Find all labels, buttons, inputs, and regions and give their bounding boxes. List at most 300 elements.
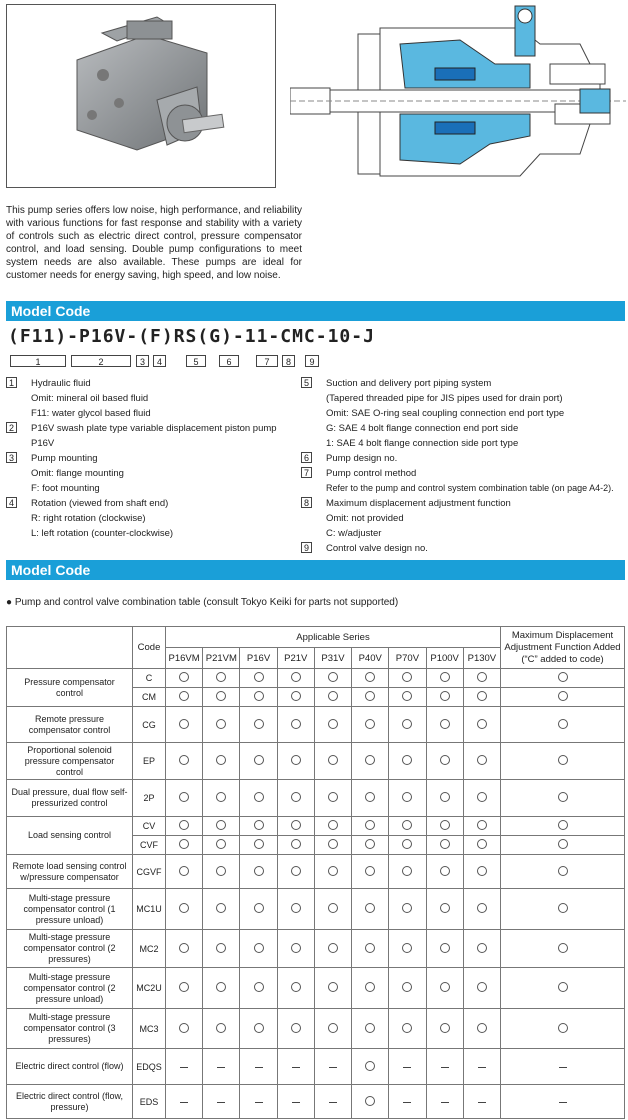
- supported-circle-icon: [216, 719, 226, 729]
- desc-line: Rotation (viewed from shaft end): [31, 498, 169, 509]
- series-cell: [426, 855, 463, 889]
- desc-item-3: [6, 451, 296, 496]
- table-row: [7, 889, 625, 930]
- desc-line: Hydraulic fluid: [31, 378, 91, 389]
- supported-circle-icon: [402, 672, 412, 682]
- supported-circle-icon: [216, 792, 226, 802]
- series-cell: [389, 669, 426, 688]
- supported-circle-icon: [216, 755, 226, 765]
- not-supported-dash-icon: [441, 1067, 449, 1068]
- supported-circle-icon: [254, 719, 264, 729]
- series-cell: [240, 780, 277, 817]
- desc-line: F: foot mounting: [31, 483, 100, 494]
- supported-circle-icon: [440, 1023, 450, 1033]
- supported-circle-icon: [440, 719, 450, 729]
- control-method-name: Dual pressure, dual flow self-pressurized control: [7, 780, 133, 817]
- series-cell: [277, 930, 314, 968]
- series-cell: [277, 855, 314, 889]
- supported-circle-icon: [254, 982, 264, 992]
- max-displacement-cell: [501, 688, 625, 707]
- supported-circle-icon: [402, 903, 412, 913]
- supported-circle-icon: [558, 982, 568, 992]
- supported-circle-icon: [179, 691, 189, 701]
- series-cell: [240, 1049, 277, 1085]
- control-code: EP: [133, 743, 166, 780]
- desc-line: P16V swash plate type variable displacement piston pump: [31, 423, 277, 434]
- supported-circle-icon: [365, 1096, 375, 1106]
- supported-circle-icon: [365, 719, 375, 729]
- supported-circle-icon: [440, 839, 450, 849]
- series-cell: [426, 968, 463, 1009]
- supported-circle-icon: [216, 672, 226, 682]
- control-code: MC2U: [133, 968, 166, 1009]
- supported-circle-icon: [291, 755, 301, 765]
- desc-line: Omit: flange mounting: [31, 468, 124, 479]
- series-cell: [277, 669, 314, 688]
- pump-photo-frame: [6, 4, 276, 188]
- series-cell: [463, 817, 500, 836]
- header-series-p21v: P21V: [277, 648, 314, 669]
- header-series-p21vm: P21VM: [203, 648, 240, 669]
- max-displacement-cell: [501, 968, 625, 1009]
- combination-table: [6, 626, 625, 1119]
- desc-line: 1: SAE 4 bolt flange connection side port type: [326, 438, 519, 449]
- series-cell: [240, 889, 277, 930]
- header-series-p31v: P31V: [314, 648, 351, 669]
- series-cell: [240, 1085, 277, 1119]
- series-cell: [203, 1049, 240, 1085]
- control-code: EDS: [133, 1085, 166, 1119]
- max-displacement-cell: [501, 1049, 625, 1085]
- series-cell: [352, 743, 389, 780]
- supported-circle-icon: [328, 866, 338, 876]
- code-position-7: 7: [256, 355, 278, 367]
- code-position-9: 9: [305, 355, 319, 367]
- series-cell: [352, 688, 389, 707]
- not-supported-dash-icon: [559, 1102, 567, 1103]
- desc-line: Omit: mineral oil based fluid: [31, 393, 149, 404]
- desc-line: C: w/adjuster: [326, 528, 382, 539]
- series-cell: [166, 836, 203, 855]
- series-cell: [314, 930, 351, 968]
- supported-circle-icon: [328, 1023, 338, 1033]
- series-cell: [389, 1085, 426, 1119]
- supported-circle-icon: [291, 672, 301, 682]
- desc-line: Suction and delivery port piping system: [326, 378, 492, 389]
- table-row: [7, 968, 625, 1009]
- supported-circle-icon: [254, 1023, 264, 1033]
- series-cell: [277, 743, 314, 780]
- series-cell: [352, 817, 389, 836]
- series-cell: [277, 1085, 314, 1119]
- supported-circle-icon: [291, 792, 301, 802]
- code-position-4: 4: [153, 355, 166, 367]
- series-cell: [352, 836, 389, 855]
- supported-circle-icon: [402, 943, 412, 953]
- series-cell: [166, 1049, 203, 1085]
- series-cell: [426, 669, 463, 688]
- control-code: CGVF: [133, 855, 166, 889]
- series-cell: [389, 817, 426, 836]
- max-displacement-cell: [501, 1085, 625, 1119]
- series-cell: [240, 707, 277, 743]
- supported-circle-icon: [477, 1023, 487, 1033]
- supported-circle-icon: [477, 903, 487, 913]
- series-cell: [203, 780, 240, 817]
- series-cell: [240, 669, 277, 688]
- supported-circle-icon: [365, 943, 375, 953]
- supported-circle-icon: [402, 820, 412, 830]
- supported-circle-icon: [558, 691, 568, 701]
- series-cell: [389, 1049, 426, 1085]
- series-cell: [277, 968, 314, 1009]
- supported-circle-icon: [216, 866, 226, 876]
- supported-circle-icon: [365, 1061, 375, 1071]
- control-method-name: Load sensing control: [7, 817, 133, 855]
- table-row: [7, 817, 625, 836]
- series-cell: [166, 930, 203, 968]
- series-cell: [314, 1009, 351, 1049]
- supported-circle-icon: [365, 839, 375, 849]
- desc-line: R: right rotation (clockwise): [31, 513, 146, 524]
- series-cell: [240, 688, 277, 707]
- control-code: 2P: [133, 780, 166, 817]
- series-cell: [203, 836, 240, 855]
- table-row: [7, 930, 625, 968]
- desc-line: Pump control method: [326, 468, 417, 479]
- not-supported-dash-icon: [329, 1102, 337, 1103]
- series-cell: [426, 836, 463, 855]
- supported-circle-icon: [179, 755, 189, 765]
- series-cell: [277, 780, 314, 817]
- max-displacement-cell: [501, 817, 625, 836]
- series-cell: [166, 855, 203, 889]
- supported-circle-icon: [216, 839, 226, 849]
- control-code: CG: [133, 707, 166, 743]
- desc-line: P16V: [31, 438, 55, 449]
- supported-circle-icon: [402, 1023, 412, 1033]
- supported-circle-icon: [477, 943, 487, 953]
- control-code: MC3: [133, 1009, 166, 1049]
- desc-line: Maximum displacement adjustment function: [326, 498, 511, 509]
- supported-circle-icon: [477, 866, 487, 876]
- supported-circle-icon: [291, 820, 301, 830]
- supported-circle-icon: [291, 903, 301, 913]
- header-series-p100v: P100V: [426, 648, 463, 669]
- header-series-p16v: P16V: [240, 648, 277, 669]
- series-cell: [463, 1085, 500, 1119]
- supported-circle-icon: [558, 943, 568, 953]
- table-row: [7, 1049, 625, 1085]
- control-method-name: Multi-stage pressure compensator control (2 pressures): [7, 930, 133, 968]
- series-cell: [166, 1009, 203, 1049]
- desc-line: Pump design no.: [326, 453, 398, 464]
- supported-circle-icon: [216, 820, 226, 830]
- supported-circle-icon: [402, 839, 412, 849]
- supported-circle-icon: [291, 1023, 301, 1033]
- supported-circle-icon: [291, 866, 301, 876]
- supported-circle-icon: [179, 866, 189, 876]
- series-cell: [463, 930, 500, 968]
- series-cell: [463, 669, 500, 688]
- max-displacement-cell: [501, 930, 625, 968]
- series-cell: [352, 707, 389, 743]
- series-cell: [314, 889, 351, 930]
- series-cell: [314, 968, 351, 1009]
- series-cell: [203, 1009, 240, 1049]
- series-cell: [314, 707, 351, 743]
- not-supported-dash-icon: [403, 1067, 411, 1068]
- series-cell: [389, 1009, 426, 1049]
- code-description-right: [301, 376, 626, 556]
- series-cell: [426, 889, 463, 930]
- series-cell: [277, 1009, 314, 1049]
- series-cell: [166, 1085, 203, 1119]
- not-supported-dash-icon: [180, 1102, 188, 1103]
- desc-line: Omit: SAE O-ring seal coupling connection end port type: [326, 408, 565, 419]
- intro-paragraph: This pump series offers low noise, high performance, and reliability with various functions for fast response and stability with a variety of controls such as electric direct control, pressure compensator control, and load sensing. Double pump configurations to meet system needs are also available. These pumps are ideal for customer needs for energy saving, high speed, and low noise.: [6, 205, 302, 281]
- desc-line: Refer to the pump and control system combination table (on page A4-2).: [326, 483, 614, 493]
- not-supported-dash-icon: [255, 1102, 263, 1103]
- series-cell: [426, 1085, 463, 1119]
- control-method-name: Pressure compensator control: [7, 669, 133, 707]
- series-cell: [426, 1049, 463, 1085]
- control-method-name: Multi-stage pressure compensator control (2 pressure unload): [7, 968, 133, 1009]
- series-cell: [389, 743, 426, 780]
- header-series-p40v: P40V: [352, 648, 389, 669]
- series-cell: [240, 1009, 277, 1049]
- series-cell: [166, 817, 203, 836]
- supported-circle-icon: [179, 820, 189, 830]
- series-cell: [463, 855, 500, 889]
- not-supported-dash-icon: [255, 1067, 263, 1068]
- code-position-5: 5: [186, 355, 206, 367]
- series-cell: [426, 743, 463, 780]
- header-series-p130v: P130V: [463, 648, 500, 669]
- control-method-name: Proportional solenoid pressure compensator control: [7, 743, 133, 780]
- supported-circle-icon: [328, 672, 338, 682]
- not-supported-dash-icon: [403, 1102, 411, 1103]
- desc-item-2: [6, 421, 296, 451]
- supported-circle-icon: [477, 820, 487, 830]
- not-supported-dash-icon: [478, 1102, 486, 1103]
- control-code: MC2: [133, 930, 166, 968]
- series-cell: [426, 1009, 463, 1049]
- desc-line: Pump mounting: [31, 453, 98, 464]
- supported-circle-icon: [216, 903, 226, 913]
- supported-circle-icon: [558, 903, 568, 913]
- supported-circle-icon: [558, 1023, 568, 1033]
- supported-circle-icon: [216, 943, 226, 953]
- series-cell: [203, 930, 240, 968]
- supported-circle-icon: [216, 982, 226, 992]
- header-code: Code: [133, 627, 166, 669]
- supported-circle-icon: [254, 903, 264, 913]
- header-series-p70v: P70V: [389, 648, 426, 669]
- series-cell: [203, 743, 240, 780]
- series-cell: [352, 930, 389, 968]
- max-displacement-cell: [501, 836, 625, 855]
- series-cell: [389, 707, 426, 743]
- series-cell: [314, 1049, 351, 1085]
- supported-circle-icon: [558, 672, 568, 682]
- supported-circle-icon: [477, 982, 487, 992]
- supported-circle-icon: [558, 866, 568, 876]
- supported-circle-icon: [558, 755, 568, 765]
- supported-circle-icon: [558, 719, 568, 729]
- desc-line: Control valve design no.: [326, 543, 428, 554]
- supported-circle-icon: [402, 691, 412, 701]
- supported-circle-icon: [365, 820, 375, 830]
- series-cell: [203, 707, 240, 743]
- supported-circle-icon: [328, 719, 338, 729]
- control-code: CM: [133, 688, 166, 707]
- desc-number-7: 7: [301, 467, 312, 478]
- table-row: [7, 669, 625, 688]
- supported-circle-icon: [558, 839, 568, 849]
- series-cell: [426, 817, 463, 836]
- series-cell: [389, 688, 426, 707]
- supported-circle-icon: [291, 691, 301, 701]
- supported-circle-icon: [365, 866, 375, 876]
- series-cell: [352, 1049, 389, 1085]
- series-cell: [314, 669, 351, 688]
- supported-circle-icon: [402, 866, 412, 876]
- max-displacement-cell: [501, 780, 625, 817]
- series-cell: [277, 688, 314, 707]
- series-cell: [240, 836, 277, 855]
- supported-circle-icon: [254, 866, 264, 876]
- series-cell: [166, 669, 203, 688]
- series-cell: [166, 743, 203, 780]
- supported-circle-icon: [440, 943, 450, 953]
- series-cell: [463, 968, 500, 1009]
- supported-circle-icon: [216, 1023, 226, 1033]
- combination-table-caption: ● Pump and control valve combination table (consult Tokyo Keiki for parts not supported): [6, 597, 399, 608]
- series-cell: [277, 707, 314, 743]
- series-cell: [352, 855, 389, 889]
- series-cell: [352, 1009, 389, 1049]
- header-applicable-series: Applicable Series: [166, 627, 501, 648]
- desc-line: G: SAE 4 bolt flange connection end port side: [326, 423, 519, 434]
- control-code: MC1U: [133, 889, 166, 930]
- pump-cross-section-drawing: [290, 4, 626, 192]
- code-position-2: 2: [71, 355, 131, 367]
- supported-circle-icon: [179, 943, 189, 953]
- series-cell: [314, 836, 351, 855]
- max-displacement-cell: [501, 855, 625, 889]
- supported-circle-icon: [328, 903, 338, 913]
- control-method-name: Remote load sensing control w/pressure compensator: [7, 855, 133, 889]
- desc-number-6: 6: [301, 452, 312, 463]
- series-cell: [463, 1009, 500, 1049]
- model-code-string: (F11)-P16V-(F)RS(G)-11-CMC-10-J: [8, 326, 375, 347]
- control-method-name: Multi-stage pressure compensator control (1 pressure unload): [7, 889, 133, 930]
- supported-circle-icon: [179, 792, 189, 802]
- supported-circle-icon: [440, 903, 450, 913]
- max-displacement-cell: [501, 889, 625, 930]
- supported-circle-icon: [365, 1023, 375, 1033]
- supported-circle-icon: [477, 672, 487, 682]
- desc-number-3: 3: [6, 452, 17, 463]
- code-position-1: 1: [10, 355, 66, 367]
- supported-circle-icon: [558, 792, 568, 802]
- supported-circle-icon: [291, 719, 301, 729]
- control-code: C: [133, 669, 166, 688]
- table-row: [7, 780, 625, 817]
- max-displacement-cell: [501, 1009, 625, 1049]
- supported-circle-icon: [477, 839, 487, 849]
- series-cell: [389, 930, 426, 968]
- series-cell: [314, 688, 351, 707]
- max-displacement-cell: [501, 669, 625, 688]
- supported-circle-icon: [254, 943, 264, 953]
- series-cell: [352, 889, 389, 930]
- code-description-left: [6, 376, 296, 541]
- supported-circle-icon: [254, 839, 264, 849]
- series-cell: [426, 688, 463, 707]
- supported-circle-icon: [440, 672, 450, 682]
- series-cell: [203, 889, 240, 930]
- series-cell: [389, 968, 426, 1009]
- series-cell: [463, 889, 500, 930]
- supported-circle-icon: [179, 982, 189, 992]
- not-supported-dash-icon: [441, 1102, 449, 1103]
- desc-item-1: [6, 376, 296, 421]
- supported-circle-icon: [440, 982, 450, 992]
- desc-number-5: 5: [301, 377, 312, 388]
- desc-item-9: [301, 541, 626, 556]
- supported-circle-icon: [477, 755, 487, 765]
- control-method-name: Electric direct control (flow, pressure): [7, 1085, 133, 1119]
- not-supported-dash-icon: [559, 1067, 567, 1068]
- desc-number-8: 8: [301, 497, 312, 508]
- series-cell: [166, 968, 203, 1009]
- series-cell: [203, 688, 240, 707]
- supported-circle-icon: [291, 943, 301, 953]
- supported-circle-icon: [440, 755, 450, 765]
- series-cell: [352, 669, 389, 688]
- supported-circle-icon: [365, 755, 375, 765]
- supported-circle-icon: [440, 866, 450, 876]
- supported-circle-icon: [328, 982, 338, 992]
- control-method-name: Multi-stage pressure compensator control (3 pressures): [7, 1009, 133, 1049]
- max-displacement-cell: [501, 707, 625, 743]
- max-displacement-cell: [501, 743, 625, 780]
- series-cell: [426, 780, 463, 817]
- desc-line: F11: water glycol based fluid: [31, 408, 151, 419]
- supported-circle-icon: [254, 672, 264, 682]
- header-empty: [7, 627, 133, 669]
- supported-circle-icon: [558, 820, 568, 830]
- supported-circle-icon: [179, 719, 189, 729]
- desc-line: (Tapered threaded pipe for JIS pipes used for drain port): [326, 393, 563, 404]
- supported-circle-icon: [291, 982, 301, 992]
- series-cell: [426, 707, 463, 743]
- series-cell: [277, 1049, 314, 1085]
- header-series-p16vm: P16VM: [166, 648, 203, 669]
- supported-circle-icon: [328, 943, 338, 953]
- series-cell: [240, 817, 277, 836]
- series-cell: [352, 780, 389, 817]
- table-row: [7, 1009, 625, 1049]
- desc-number-4: 4: [6, 497, 17, 508]
- series-cell: [240, 930, 277, 968]
- series-cell: [277, 889, 314, 930]
- control-method-name: Remote pressure compensator control: [7, 707, 133, 743]
- desc-item-6: [301, 451, 626, 466]
- supported-circle-icon: [440, 820, 450, 830]
